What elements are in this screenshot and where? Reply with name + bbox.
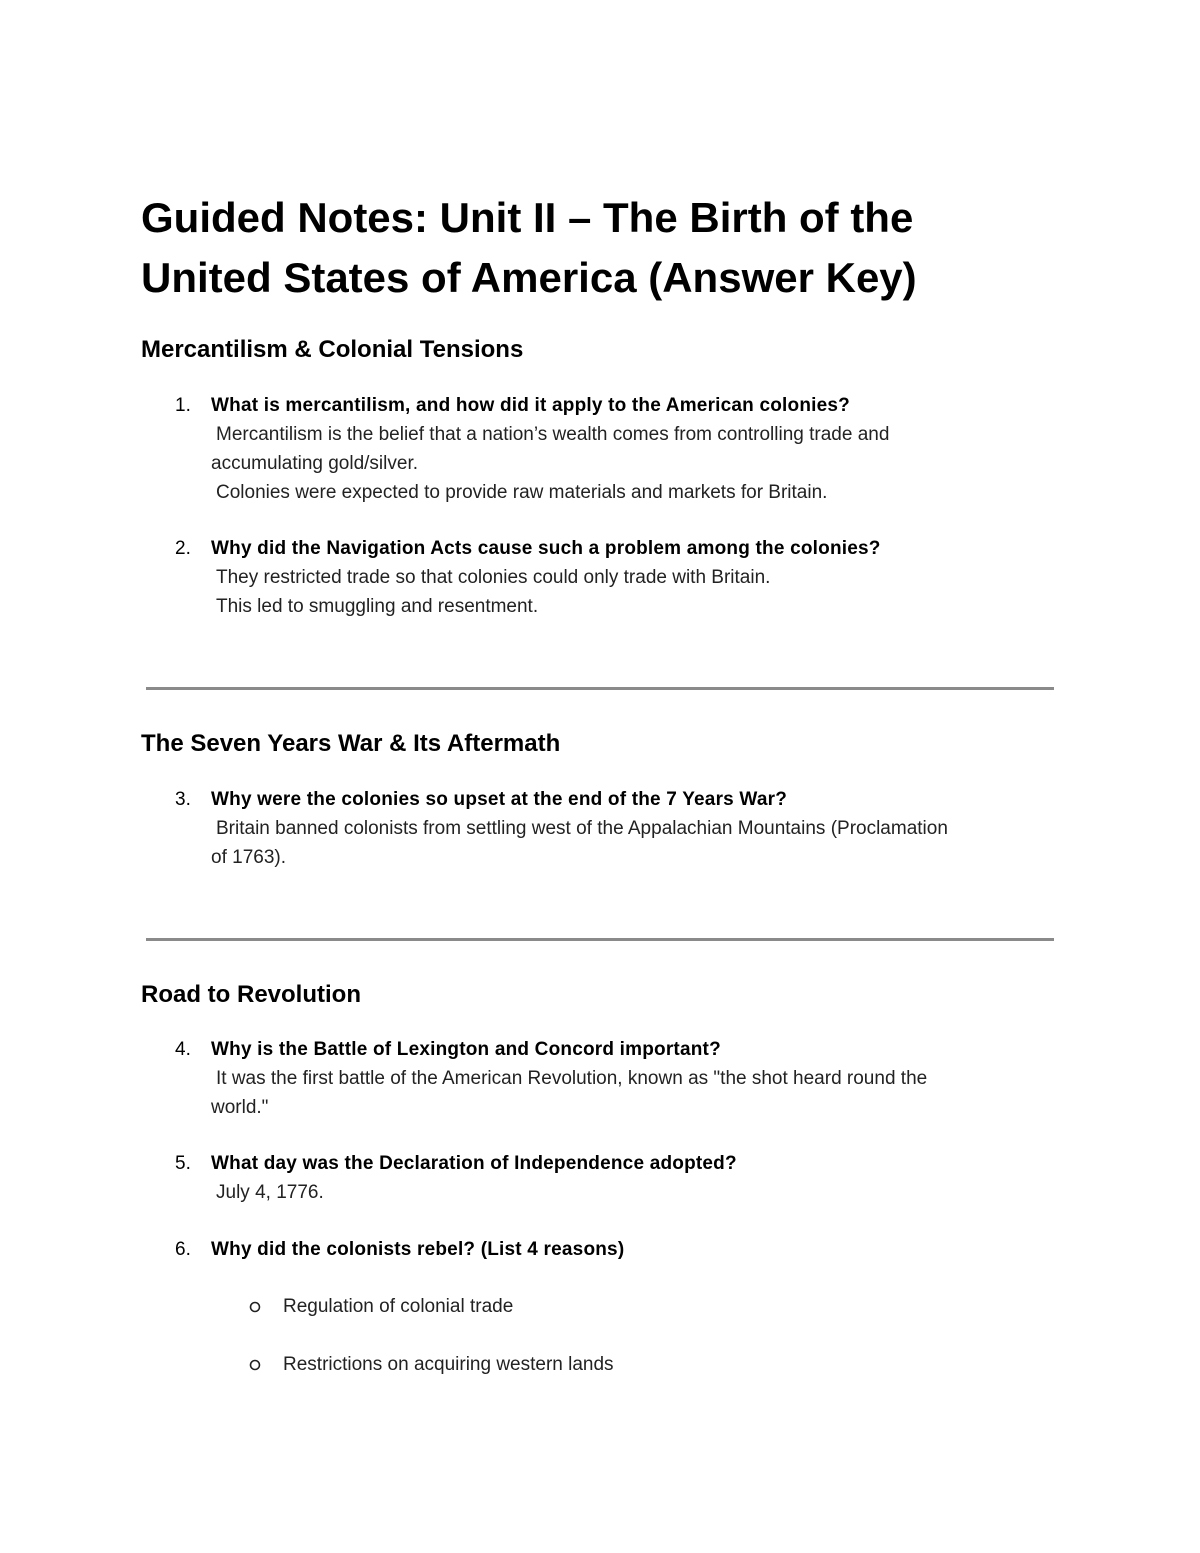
question-number: 1. <box>175 395 191 416</box>
section-heading-mercantilism: Mercantilism & Colonial Tensions <box>141 336 524 363</box>
answer-text <box>211 814 1061 872</box>
answer-line: Britain banned colonists from settling west of the Appalachian Mountains (Proclamation <box>216 818 948 839</box>
answer-line: of 1763). <box>211 847 286 868</box>
answer-line: They restricted trade so that colonies could only trade with Britain. <box>216 567 771 588</box>
question-text: Why did the Navigation Acts cause such a problem among the colonies? <box>211 538 881 559</box>
section-divider <box>146 938 1054 941</box>
answer-text <box>211 1178 1061 1207</box>
question-number: 4. <box>175 1039 191 1060</box>
answer-line: world." <box>211 1097 269 1118</box>
answer-text <box>211 420 1061 507</box>
hollow-circle-bullet-icon <box>246 1356 264 1374</box>
bullet-item <box>246 1350 946 1380</box>
question-text: Why were the colonies so upset at the end of the 7 Years War? <box>211 789 788 810</box>
section-heading-seven-years-war: The Seven Years War & Its Aftermath <box>141 730 561 757</box>
answer-line: accumulating gold/silver. <box>211 453 418 474</box>
document-title-line-2: United States of America (Answer Key) <box>141 254 917 301</box>
answer-line: Mercantilism is the belief that a nation’s wealth comes from controlling trade and <box>216 424 890 445</box>
answer-text <box>211 1064 1061 1122</box>
section-heading-road-to-revolution: Road to Revolution <box>141 981 361 1008</box>
question-text: What day was the Declaration of Independence adopted? <box>211 1153 737 1174</box>
answer-line: Colonies were expected to provide raw materials and markets for Britain. <box>216 482 828 503</box>
question-text: What is mercantilism, and how did it apply to the American colonies? <box>211 395 850 416</box>
answer-text <box>211 563 1061 621</box>
bullet-item <box>246 1292 946 1322</box>
question-number: 5. <box>175 1153 191 1174</box>
answer-line: This led to smuggling and resentment. <box>216 596 539 617</box>
bullet-text: Restrictions on acquiring western lands <box>283 1354 614 1375</box>
answer-line: July 4, 1776. <box>216 1182 324 1203</box>
document-title-line-1: Guided Notes: Unit II – The Birth of the <box>141 194 914 241</box>
question-text: Why is the Battle of Lexington and Concord important? <box>211 1039 721 1060</box>
question-number: 3. <box>175 789 191 810</box>
hollow-circle-bullet-icon <box>246 1298 264 1316</box>
question-text: Why did the colonists rebel? (List 4 reasons) <box>211 1239 625 1260</box>
question-number: 6. <box>175 1239 191 1260</box>
question-number: 2. <box>175 538 191 559</box>
bullet-text: Regulation of colonial trade <box>283 1296 514 1317</box>
section-divider <box>146 687 1054 690</box>
answer-line: It was the first battle of the American Revolution, known as "the shot heard round the <box>216 1068 928 1089</box>
document-title <box>141 188 1041 308</box>
